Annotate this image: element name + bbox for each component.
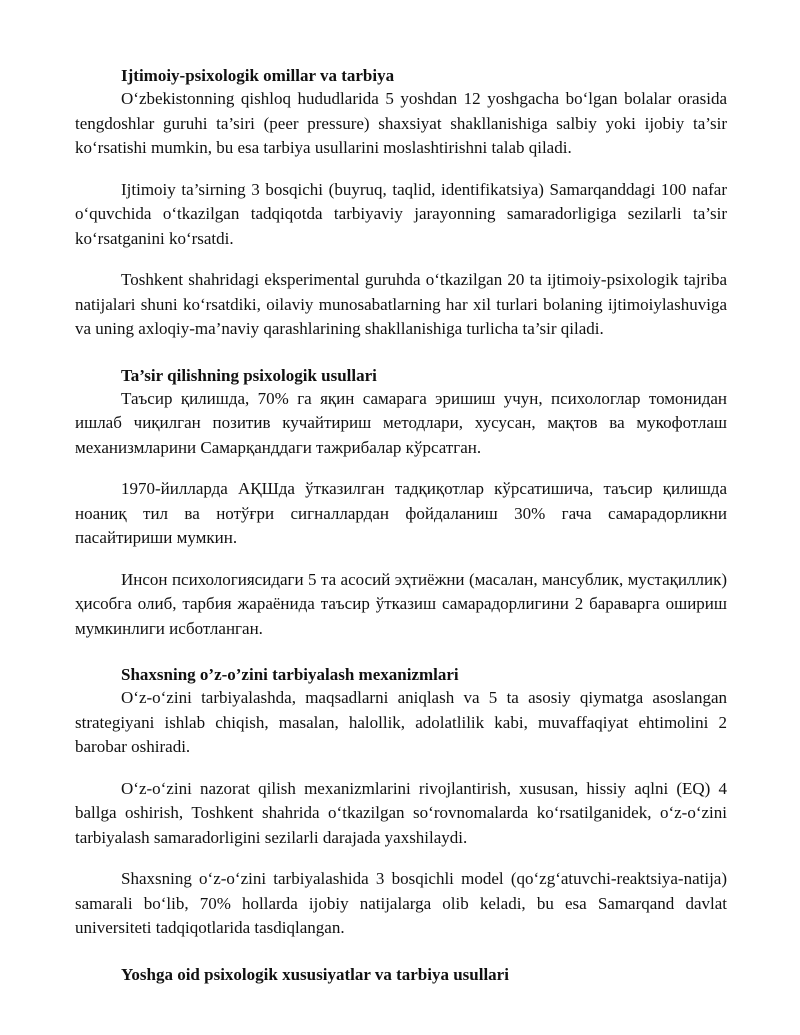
section-heading-1: Ijtimoiy-psixologik omillar va tarbiya	[121, 66, 395, 85]
paragraph-3-2: O‘z-o‘zini nazorat qilish mexanizmlarini rivojlantirish, xususan, hissiy aqlni (EQ) 4 ballga oshirish, Toshkent shahrida o‘tkazilgan so‘rovnomalarda ko‘rsatilganidek, o‘z-o‘zini tarbiyalash samaradorligini sezilarli darajada yaxshilaydi.	[75, 778, 727, 847]
section-heading-2: Ta’sir qilishning psixologik usullari	[121, 365, 377, 385]
section-heading-4: Yoshga oid psixologik xususiyatlar va tarbiya usullari	[121, 964, 509, 984]
paragraph-1-2: Ijtimoiy ta’sirning 3 bosqichi (buyruq, taqlid, identifikatsiya) Samarqanddagi 100 nafar o‘quvchida o‘tkazilgan tadqiqotda tarbiyaviy jarayonning samaradorligiga sezilarli ta’sir ko‘rsatganini ko‘rsatdi.	[75, 179, 727, 248]
paragraph-2-2: 1970-йилларда АҚШда ўтказилган тадқиқотлар кўрсатишича, таъсир қилишда ноаниқ тил ва нотўғри сигналлардан фойдаланиш 30% гача самарадорликни пасайтириши мумкин.	[75, 479, 727, 547]
paragraph-1-1: O‘zbekistonning qishloq hududlarida 5 yoshdan 12 yoshgacha bo‘lgan bolalar orasida tengdoshlar guruhi ta’siri (peer pressure) shaxsiyat shakllanishiga salbiy yoki ijobiy ta’sir ko‘rsatishi mumkin, bu esa tarbiya usullarini moslashtirishni talab qiladi.	[75, 89, 727, 157]
section-heading-3: Shaxsning o’z-o’zini tarbiyalash mexanizmlari	[121, 665, 459, 684]
paragraph-1-3: Toshkent shahridagi eksperimental guruhda o‘tkazilgan 20 ta ijtimoiy-psixologik tajriba natijalari shuni ko‘rsatdiki, oilaviy munosabatlarning har xil turlari bolaning ijtimoiylashuviga va uning axloqiy-ma’naviy qarashlarining shakllanishiga turlicha ta’sir qiladi.	[75, 270, 727, 338]
paragraph-3-1: O‘z-o‘zini tarbiyalashda, maqsadlarni aniqlash va 5 ta asosiy qiymatga asoslangan strategiyani ishlab chiqish, masalan, halollik, adolatlilik kabi, muvaffaqiyat ehtimolini 2 barobar oshiradi.	[75, 688, 727, 756]
document-page	[75, 64, 727, 986]
paragraph-2-1: Таъсир қилишда, 70% га яқин самарага эришиш учун, психологлар томонидан ишлаб чиқилган позитив кучайтириш методлари, хусусан, мақтов ва мукофотлаш механизмларини Самарқанддаги тажрибалар кўрсатган.	[75, 388, 727, 457]
paragraph-3-3: Shaxsning o‘z-o‘zini tarbiyalashida 3 bosqichli model (qo‘zg‘atuvchi-reaktsiya-natija) samarali bo‘lib, 70% hollarda ijobiy natijalarga olib keladi, bu esa Samarqand davlat universiteti tadqiqotlarida tasdiqlangan.	[75, 869, 727, 937]
paragraph-2-3: Инсон психологиясидаги 5 та асосий эҳтиёжни (масалан, мансублик, мустақиллик) ҳисобга олиб, тарбия жараёнида таъсир ўтказиш самарадорлигини 2 бараварга ошириш мумкинлиги исботланган.	[75, 569, 727, 638]
